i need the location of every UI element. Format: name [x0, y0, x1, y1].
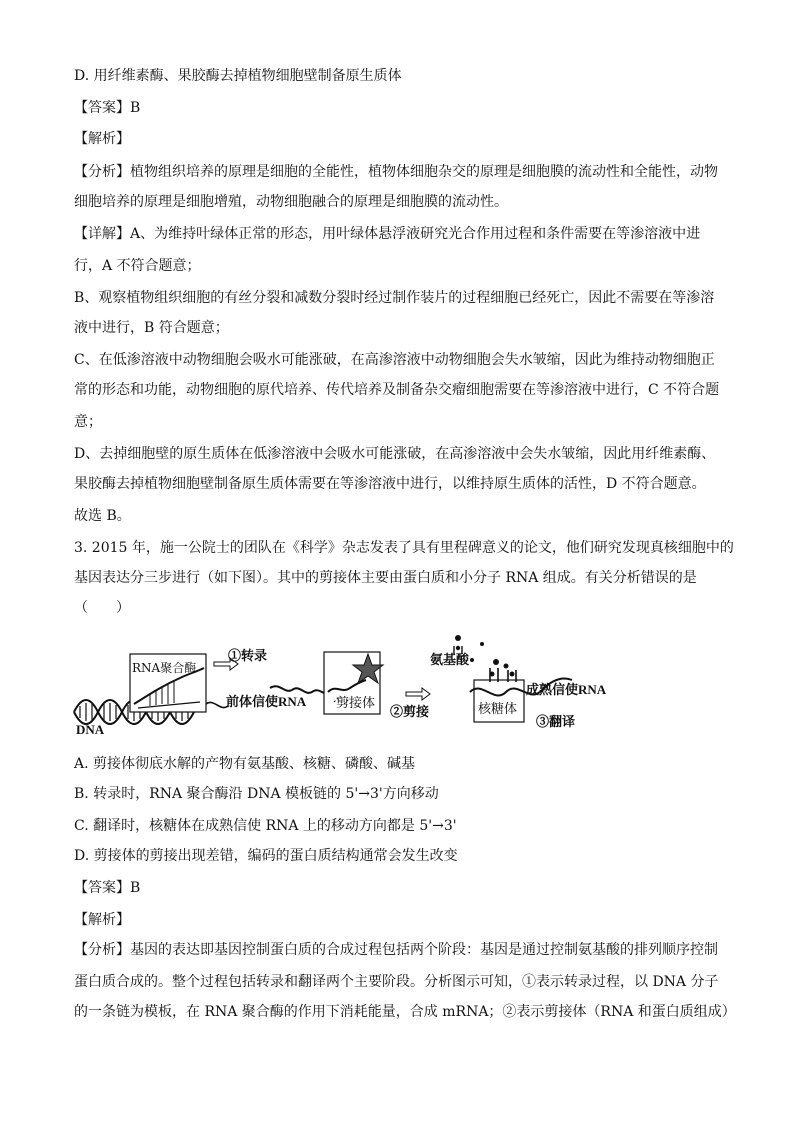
detail-line-7: 意； [74, 414, 102, 430]
analysis-heading: 【解析】 [74, 131, 130, 147]
analysis2-line-3: 的一条链为模板，在 RNA 聚合酶的作用下消耗能量，合成 mRNA；②表示剪接体（RNA 和蛋白质组成） [74, 1004, 736, 1020]
option-d-line: D. 用纤维素酶、果胶酶去掉植物细胞壁制备原生质体 [74, 68, 402, 84]
option-a-line: A. 剪接体彻底水解的产物有氨基酸、核糖、磷酸、碱基 [74, 756, 416, 772]
question-3-blank: （ ） [74, 600, 130, 616]
question-3-line-1: 3. 2015 年，施一公院士的团队在《科学》杂志发表了具有里程碑意义的论文，他们研究发现真核细胞中的 [74, 540, 734, 556]
option-c-line: C. 翻译时，核糖体在成熟信使 RNA 上的移动方向都是 5'→3' [74, 818, 457, 834]
detail-line-9: 果胶酶去掉植物细胞壁制备原生质体需要在等渗溶液中进行，以维持原生质体的活性，D 不符合题意。 [74, 476, 706, 492]
detail-line-4: 液中进行，B 符合题意； [74, 320, 229, 336]
detail-line-2: 行，A 不符合题意； [74, 258, 201, 274]
detail-line-1: 【详解】A、为维持叶绿体正常的形态，用叶绿体悬浮液研究光合作用过程和条件需要在等渗溶液中进 [74, 226, 701, 242]
detail-line-6: 常的形态和功能，动物细胞的原代培养、传代培养及制备杂交瘤细胞需要在等渗溶液中进行，C 不符合题 [74, 382, 720, 398]
option-d2-line: D. 剪接体的剪接出现差错，编码的蛋白质结构通常会发生改变 [74, 848, 458, 864]
translation-label: ③翻译 [536, 714, 576, 729]
answer-label: 【答案】B [74, 100, 141, 116]
dna-label: DNA [76, 722, 105, 737]
rna-polymerase-label: RNA聚合酶 [132, 661, 197, 675]
splicing-label: ②剪接 [390, 704, 430, 719]
arrow-splicing [406, 688, 430, 700]
conclusion-line: 故选 B。 [74, 508, 131, 524]
precursor-mrna-label: 前体信使RNA [226, 694, 307, 709]
analysis-heading-2: 【解析】 [74, 912, 130, 928]
spliceosome-label: 剪接体 [336, 696, 376, 711]
mature-mrna-label: 成熟信使RNA [526, 682, 607, 697]
detail-line-8: D、去掉细胞壁的原生质体在低渗溶液中会吸水可能涨破，在高渗溶液中会失水皱缩，因此用纤维素酶、 [74, 446, 716, 462]
gene-expression-figure [70, 632, 630, 744]
amino-acid-label: 氨基酸 [430, 652, 470, 667]
transcription-label: ①转录 [228, 648, 268, 663]
analysis2-line-2: 蛋白质合成的。整个过程包括转录和翻译两个主要阶段。分析图示可知，①表示转录过程，以 DNA 分子 [74, 974, 719, 990]
analysis-line-1: 【分析】植物组织培养的原理是细胞的全能性，植物体细胞杂交的原理是细胞膜的流动性和全能性，动物 [74, 164, 718, 180]
analysis2-line-1: 【分析】基因的表达即基因控制蛋白质的合成过程包括两个阶段：基因是通过控制氨基酸的排列顺序控制 [74, 942, 718, 958]
precursor-mrna-strand [270, 686, 332, 693]
analysis-line-2: 细胞培养的原理是细胞增殖，动物细胞融合的原理是细胞膜的流动性。 [74, 194, 508, 210]
option-b-line: B. 转录时，RNA 聚合酶沿 DNA 模板链的 5'→3'方向移动 [74, 786, 439, 802]
detail-line-3: B、观察植物组织细胞的有丝分裂和减数分裂时经过制作装片的过程细胞已经死亡，因此不需要在等渗溶 [74, 290, 715, 306]
ribosome-label: 核糖体 [478, 702, 518, 717]
answer-label-2: 【答案】B [74, 880, 141, 896]
detail-line-5: C、在低渗溶液中动物细胞会吸水可能涨破，在高渗溶液中动物细胞会失水皱缩，因此为维持动物细胞正 [74, 352, 715, 368]
question-3-line-2: 基因表达分三步进行（如下图）。其中的剪接体主要由蛋白质和小分子 RNA 组成。有关分析错误的是 [74, 570, 697, 586]
